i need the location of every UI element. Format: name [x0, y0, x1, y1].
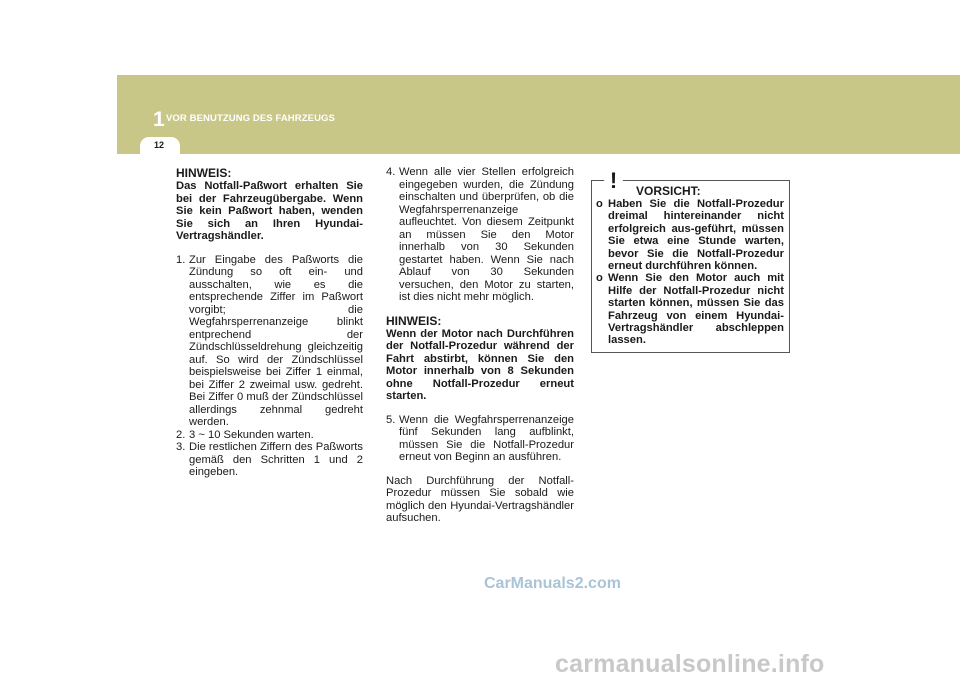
- chapter-number: 1: [153, 108, 165, 131]
- step-text: Wenn alle vier Stellen erfolgreich eingegeben wurden, die Zündung einschalten und überprüfen, ob die Wegfahrsperrenanzeige aufleuchtet. Von diesem Zeitpunkt an müssen Sie den Motor innerhalb von 30 Sekunden gestartet haben. Wenn Sie nach Ablauf von 30 Sekunden versuchen, den Motor zu starten, ist dies nicht mehr möglich.: [399, 166, 574, 303]
- step-number: 4.: [386, 166, 396, 178]
- bullet: o: [596, 198, 603, 210]
- list-item: [176, 429, 363, 442]
- caution-text: Wenn Sie den Motor auch mit Hilfe der Notfall-Prozedur nicht starten können, müssen Sie das Fahrzeug von einem Hyundai-Vertragshändler abschleppen lassen.: [608, 272, 784, 347]
- column-middle: [386, 166, 574, 525]
- step-number: 5.: [386, 413, 396, 426]
- note-heading: HINWEIS:: [386, 313, 442, 328]
- list-item: [176, 441, 363, 479]
- list-item: [176, 254, 363, 429]
- list-item: [596, 272, 784, 346]
- list-item: [386, 166, 574, 304]
- watermark-link[interactable]: CarManuals2.com: [484, 575, 621, 592]
- closing-paragraph: Nach Durchführung der Notfall-Prozedur müssen Sie sobald wie möglich den Hyundai-Vertragshändler aufsuchen.: [386, 474, 574, 524]
- list-item: [596, 198, 784, 272]
- list-item: [386, 414, 574, 464]
- caution-list: [596, 198, 784, 347]
- step-number: 2.: [176, 428, 186, 441]
- page-number: 12: [154, 140, 165, 150]
- step-text: Die restlichen Ziffern des Paßworts gemäß den Schritten 1 und 2 eingeben.: [189, 441, 363, 478]
- svg-text:!: !: [609, 168, 618, 191]
- caution-title: VORSICHT:: [636, 184, 701, 198]
- warning-triangle-icon: [599, 165, 628, 191]
- note-heading: HINWEIS:: [176, 166, 232, 180]
- step-text: Zur Eingabe des Paßworts die Zündung so oft ein- und ausschalten, wie es die entsprechende Ziffer im Paßwort vorgibt; die Wegfahrsperrenanzeige blinkt entprechend der Zündschlüsseldrehung gleichzeitig auf. So wird der Zündschlüssel beispielsweise bei Ziffer 1 einmal, bei Ziffer 2 zweimal usw. gedreht. Bei Ziffer 0 muß der Zündschlüssel allerdings zehnmal gedreht werden.: [189, 253, 363, 428]
- column-left: [176, 167, 363, 479]
- caution-text: Haben Sie die Notfall-Prozedur dreimal hintereinander nicht erfolgreich aus-geführt, müssen Sie etwa eine Stunde warten, bevor Sie die Notfall-Prozedur erneut durchführen können.: [608, 198, 784, 273]
- bullet: o: [596, 272, 603, 285]
- chapter-title: VOR BENUTZUNG DES FAHRZEUGS: [166, 113, 335, 124]
- step-text: Wenn die Wegfahrsperrenanzeige fünf Sekunden lang aufblinkt, müssen Sie die Notfall-Prozedur erneut von Beginn an ausführen.: [399, 413, 574, 463]
- note-text: Wenn der Motor nach Durchführen der Notfall-Prozedur während der Fahrt abstirbt, können Sie den Motor innerhalb von 8 Sekunden ohne Notfall-Prozedur erneut starten.: [386, 327, 574, 402]
- footer-url[interactable]: carmanualsonline.info: [555, 650, 825, 678]
- note-text: Das Notfall-Paßwort erhalten Sie bei der Fahrzeugübergabe. Wenn Sie kein Paßwort haben, wenden Sie sich an Ihren Hyundai-Vertragshändler.: [176, 180, 363, 242]
- step-number: 1.: [176, 253, 186, 266]
- step-number: 3.: [176, 441, 186, 453]
- step-text: 3 ~ 10 Sekunden warten.: [189, 428, 314, 441]
